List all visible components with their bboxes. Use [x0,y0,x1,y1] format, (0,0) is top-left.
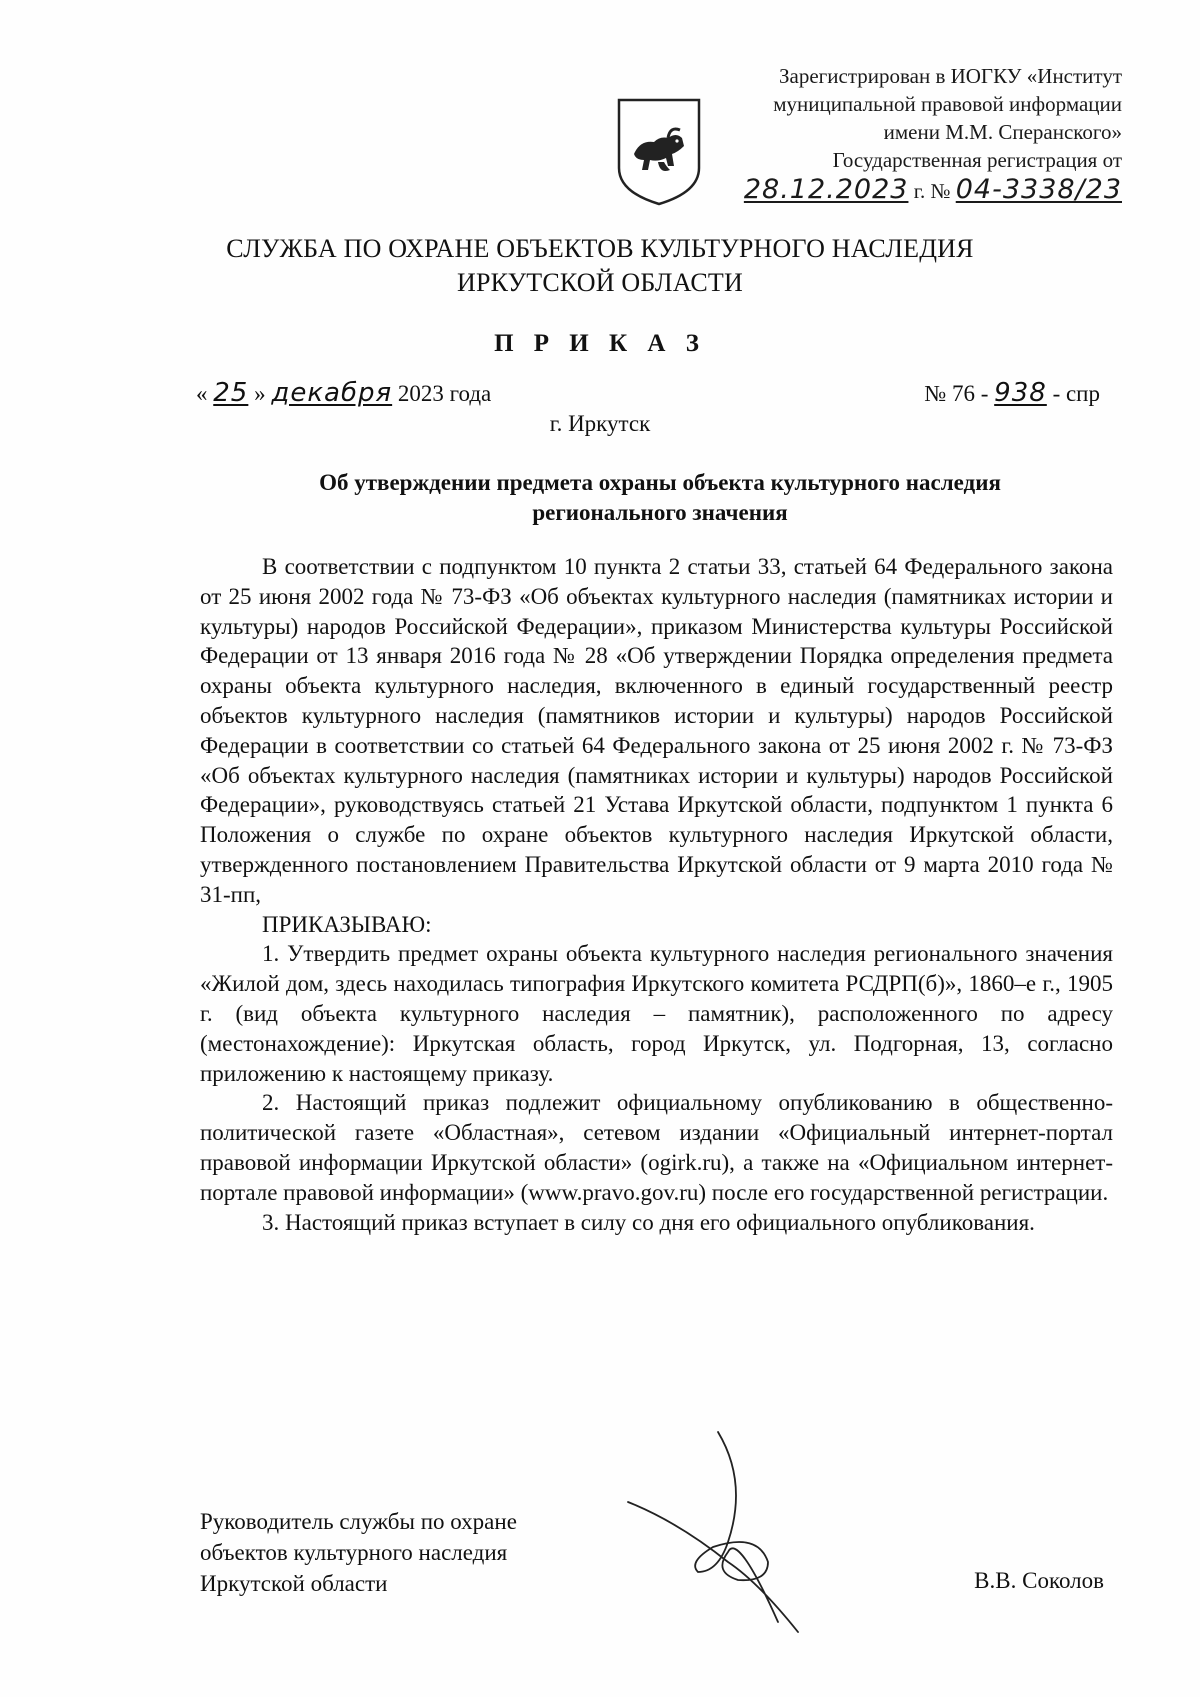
signatory-name: В.В. Соколов [974,1568,1104,1593]
order-date [196,378,491,408]
date-close-quote: » [254,381,266,406]
order-number-value: 938 [994,378,1047,408]
registration-line: Государственная регистрация от [832,148,1122,172]
order-number [924,378,1100,408]
order-date-year: 2023 года [397,381,492,406]
order-body [200,552,1113,1237]
signatory-position [200,1506,517,1599]
city: г. Иркутск [549,411,651,436]
order-date-month: декабря [271,378,393,408]
position-line: объектов культурного наследия [200,1540,508,1565]
organization-name-line: СЛУЖБА ПО ОХРАНЕ ОБЪЕКТОВ КУЛЬТУРНОГО НАСЛЕДИЯ [226,234,974,263]
order-subject [200,468,1120,528]
registration-stamp [622,62,1122,205]
position-line: Руководитель службы по охране [200,1509,517,1534]
registration-line: муниципальной правовой информации [773,92,1122,116]
order-number-prefix: № 76 - [924,381,989,406]
registration-line: Зарегистрирован в ИОГКУ «Институт [778,64,1122,88]
registration-number: 04-3338/23 [955,174,1122,205]
order-number-suffix: - спр [1052,381,1100,406]
position-line: Иркутской области [200,1571,388,1596]
subject-line: регионального значения [532,500,788,525]
order-date-day: 25 [213,378,249,408]
organization-header [0,232,1200,300]
registration-date: 28.12.2023 [743,174,909,205]
order-word: ПРИКАЗЫВАЮ: [262,911,432,937]
order-item-2: 2. Настоящий приказ подлежит официальному опубликованию в общественно-политической газете «Областная», сетевом издании «Официальный интернет-портал правовой информации Иркутской области» (ogirk.ru), а также на «Официальном интернет-портале правовой информации» (www.pravo.gov.ru) после его государственной регистрации. [200,1090,1113,1205]
organization-name-line: ИРКУТСКОЙ ОБЛАСТИ [456,268,743,297]
registration-number-row [622,176,1122,205]
preamble-paragraph: В соответствии с подпунктом 10 пункта 2 статьи 33, статьей 64 Федерального закона от 25 июня 2002 года № 73-ФЗ «Об объектах культурного наследия (памятниках истории и культуры) народов Российской Федерации», приказом Министерства культуры Российской Федерации от 13 января 2016 года № 28 «Об утверждении Порядка определения предмета охраны объекта культурного наследия, включенного в единый государственный реестр объектов культурного наследия (памятников истории и культуры) народов Российской Федерации в соответствии со статьей 64 Федерального закона от 25 июня 2002 г. № 73-ФЗ «Об объектах культурного наследия (памятниках истории и культуры) народов Российской Федерации», руководствуясь статьей 21 Устава Иркутской области, подпунктом 1 пункта 6 Положения о службе по охране объектов культурного наследия Иркутской области, утвержденного постановлением Правительства Иркутской области от 9 марта 2010 года № 31-пп, [200,554,1113,907]
registration-line: имени М.М. Сперанского» [883,120,1122,144]
subject-line: Об утверждении предмета охраны объекта культурного наследия [319,470,1001,495]
registration-year-suffix: г. № [913,179,951,203]
handwritten-signature [618,1422,868,1662]
order-item-1: 1. Утвердить предмет охраны объекта культурного наследия регионального значения «Жилой дом, здесь находилась типография Иркутского комитета РСДРП(б)», 1860–е г., 1905 г. (вид объекта культурного наследия – памятник), расположенного по адресу (местонахождение): Иркутская область, город Иркутск, ул. Подгорная, 13, согласно приложению к настоящему приказу. [200,941,1113,1086]
order-title: П Р И К А З [494,330,706,357]
date-open-quote: « [196,381,208,406]
order-item-3: 3. Настоящий приказ вступает в силу со дня его официального опубликования. [262,1209,1035,1235]
